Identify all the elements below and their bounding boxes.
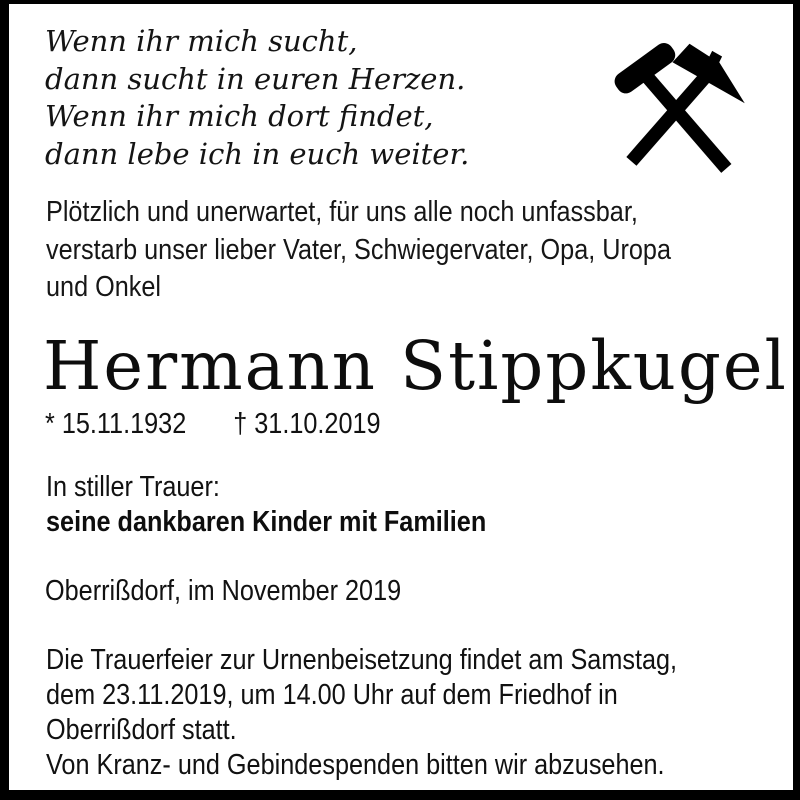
birth-date: * 15.11.1932 [45, 408, 187, 440]
memorial-poem [45, 23, 469, 173]
poem-line: dann sucht in euren Herzen. [45, 61, 466, 96]
death-date: † 31.10.2019 [233, 408, 381, 440]
intro-paragraph [46, 194, 671, 307]
funeral-info [46, 643, 677, 783]
poem-line: Wenn ihr mich dort findet, [45, 99, 434, 133]
miners-hammer-and-pick-icon [596, 24, 766, 189]
deceased-name: Hermann Stippkugel [43, 327, 788, 405]
funeral-line: Oberrißdorf statt. [46, 714, 237, 746]
funeral-line: dem 23.11.2019, um 14.00 Uhr auf dem Friedhof in [46, 679, 618, 711]
mourning-block [46, 470, 486, 539]
funeral-line: Von Kranz- und Gebindespenden bitten wir abzusehen. [46, 749, 665, 781]
mourning-label: In stiller Trauer: [46, 471, 220, 503]
intro-line: Plötzlich und unerwartet, für uns alle noch unfassbar, [46, 196, 638, 228]
mourning-family: seine dankbaren Kinder mit Familien [46, 505, 487, 538]
place-dateline: Oberrißdorf, im November 2019 [45, 575, 402, 607]
intro-line: und Onkel [46, 271, 162, 303]
poem-line: dann lebe ich in euch weiter. [45, 136, 470, 171]
poem-line: Wenn ihr mich sucht, [45, 24, 358, 58]
life-dates [45, 405, 381, 443]
funeral-line: Die Trauerfeier zur Urnenbeisetzung findet am Samstag, [46, 644, 678, 676]
intro-line: verstarb unser lieber Vater, Schwiegervater, Opa, Uropa [46, 233, 671, 266]
